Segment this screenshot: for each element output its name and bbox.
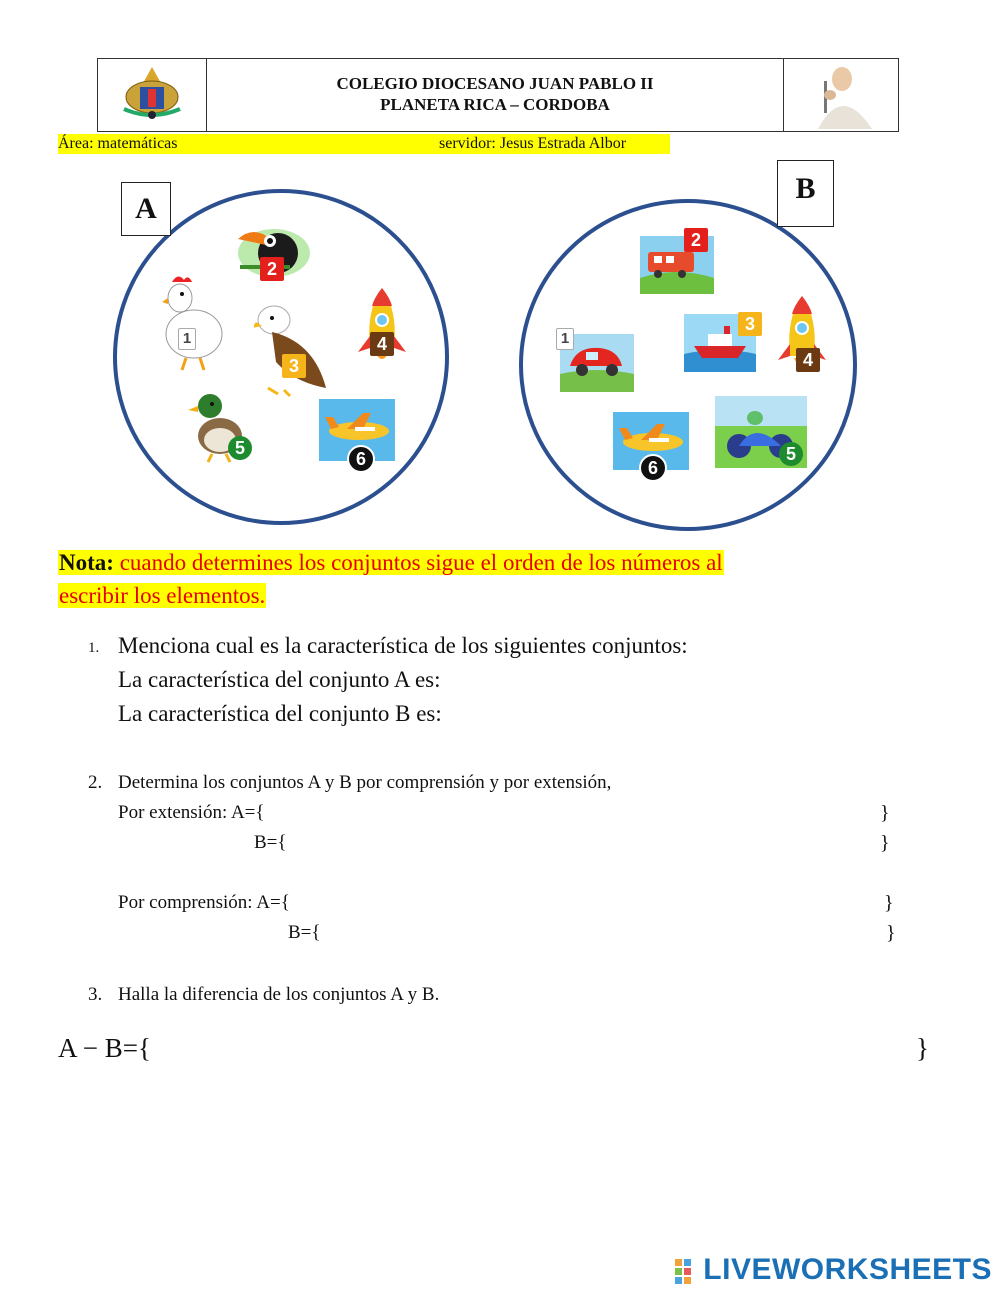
set-a-label-box [121,182,171,236]
hen-number: 1 [178,328,196,350]
school-crest-icon [98,59,206,131]
liveworksheets-text: LIVEWORKSHEETS [703,1253,992,1286]
set-b-label: B [795,172,816,205]
pope-portrait-icon [784,59,898,131]
hen-item [162,272,226,374]
liveworksheets-logo-icon [674,1258,694,1285]
car-item [556,326,634,392]
toucan-item [230,215,310,281]
rocket-icon [354,286,410,370]
ship-number: 3 [738,312,762,336]
eagle-item [254,302,334,398]
school-title [208,73,782,115]
toucan-number: 2 [260,257,284,281]
motorbike-number: 5 [779,442,803,466]
rocket-b-item [774,294,830,380]
school-crest-cell [98,59,207,131]
difference-close: } [916,1033,929,1063]
q3-text: Halla la diferencia de los conjuntos A y B. [118,984,440,1005]
q2-comp-a-label: Por comprensión: A={ [118,892,290,913]
portrait-cell [783,59,898,131]
header-table [97,58,899,132]
hen-icon [162,272,226,374]
q1-text: Menciona cual es la característica de los siguientes conjuntos: [118,633,688,658]
q2-ext-b-label: B={ [254,832,287,853]
school-location: PLANETA RICA – CORDOBA [380,95,610,114]
rocket-b-number: 4 [796,348,820,372]
eagle-number: 3 [282,354,306,378]
duck-item [186,390,260,466]
q2-text: Determina los conjuntos A y B por comprensión y por extensión, [118,772,612,793]
plane-a-number: 6 [347,445,375,473]
q2-comp-a-close: } [884,892,894,914]
q3-number: 3. [88,984,103,1005]
nota-block [58,546,724,612]
eagle-icon [254,302,334,398]
nota-label: Nota: [59,550,114,575]
ship-item [684,310,764,374]
motorbike-item [715,396,807,468]
plane-a-item [319,399,395,475]
plane-b-item [613,412,689,484]
q2-ext-a-label: Por extensión: A={ [118,802,265,823]
train-item [640,228,716,296]
q1-line-b: La característica del conjunto B es: [118,701,442,726]
duck-number: 5 [228,436,252,460]
q2-ext-b-close: } [880,832,890,854]
difference-label: A − B={ [58,1033,151,1063]
train-number: 2 [684,228,708,252]
area-label: Área: matemáticas [58,135,178,152]
q2-comp-b-label: B={ [288,922,321,943]
liveworksheets-brand [674,1253,992,1287]
set-a-label: A [135,192,157,225]
servidor-label: servidor: Jesus Estrada Albor [439,135,627,152]
q2-ext-a-close: } [880,802,890,824]
q2-number: 2. [88,772,103,793]
nota-text-1: cuando determines los conjuntos sigue el orden de los números al [113,550,723,575]
nota-text-2: escribir los elementos. [59,583,266,608]
q1-line-a: La característica del conjunto A es: [118,667,441,692]
q1-number: 1. [88,640,100,656]
q2-comp-b-close: } [886,922,896,944]
info-bar [58,134,670,154]
rocket-a-item [354,286,410,370]
nota-line-1 [58,550,724,575]
car-number: 1 [556,328,574,350]
set-b-label-box [777,160,834,227]
school-name: COLEGIO DIOCESANO JUAN PABLO II [336,74,654,93]
rocket-a-number: 4 [370,332,394,356]
plane-b-number: 6 [639,454,667,482]
q1-block [118,629,688,731]
